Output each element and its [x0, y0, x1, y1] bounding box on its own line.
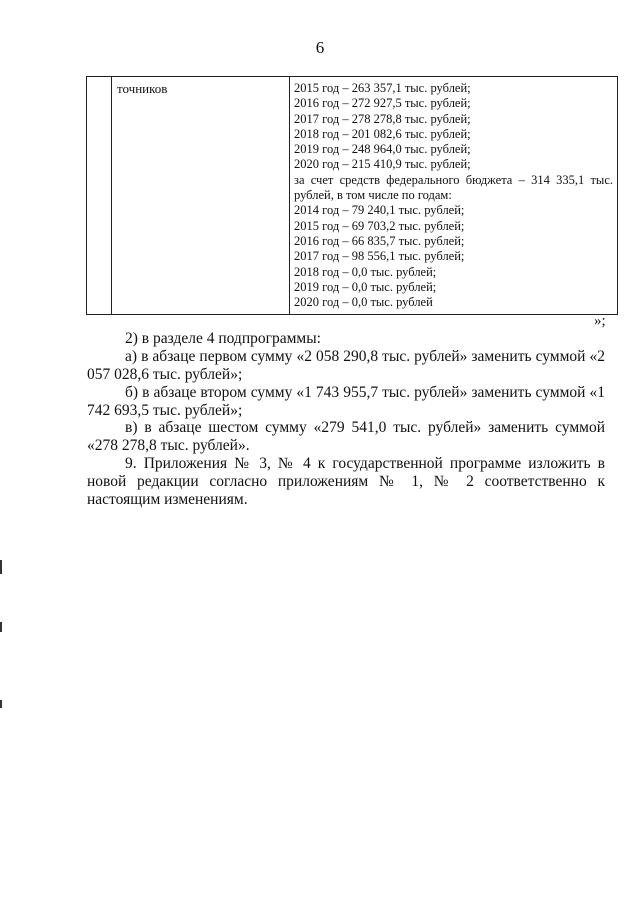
financing-line: 2015 год – 263 357,1 тыс. рублей; — [294, 81, 471, 95]
financing-line: 2018 год – 0,0 тыс. рублей; — [294, 264, 437, 279]
federal-budget-line: за счет средств федерального бюджета – 314 335,1 тыс. рублей, в том числе по годам: — [294, 172, 613, 203]
financing-line: 2017 год – 278 278,8 тыс. рублей; — [294, 111, 471, 126]
financing-line: 2019 год – 248 964,0 тыс. рублей; — [294, 142, 471, 157]
table-row — [87, 77, 618, 315]
paragraph-b: б) в абзаце втором сумму «1 743 955,7 тыс. рублей» заменить суммой «1 742 693,5 тыс. рублей»; — [87, 384, 605, 419]
financing-line: 2020 год – 215 410,9 тыс. рублей; — [294, 157, 471, 172]
financing-line: 2018 год – 201 082,6 тыс. рублей; — [294, 126, 471, 141]
financing-line: 2016 год – 272 927,5 тыс. рублей; — [294, 96, 471, 111]
closing-quote: »; — [594, 313, 606, 329]
page-number: 6 — [315, 38, 325, 57]
financing-line: 2019 год – 0,0 тыс. рублей; — [294, 279, 437, 294]
paragraph-a: а) в абзаце первом сумму «2 058 290,8 тыс. рублей» заменить суммой «2 057 028,6 тыс. рублей»; — [87, 348, 605, 383]
scan-edge-mark — [0, 700, 2, 708]
table-cell-label: точников — [112, 77, 290, 315]
financing-line: 2016 год – 66 835,7 тыс. рублей; — [294, 233, 465, 248]
financing-table — [86, 76, 618, 315]
paragraph-c: в) в абзаце шестом сумму «279 541,0 тыс. рублей» заменить суммой «278 278,8 тыс. рублей». — [87, 419, 605, 454]
financing-line: 2014 год – 79 240,1 тыс. рублей; — [294, 203, 465, 218]
paragraph-9: 9. Приложения № 3, № 4 к государственной программе изложить в новой редакции согласно приложениям № 1, № 2 соответственно к настоящим изменениям. — [87, 455, 605, 508]
financing-line: 2017 год – 98 556,1 тыс. рублей; — [294, 249, 465, 264]
scan-edge-mark — [0, 622, 2, 632]
financing-line: 2020 год – 0,0 тыс. рублей — [294, 295, 433, 310]
financing-line: 2015 год – 69 703,2 тыс. рублей; — [294, 218, 465, 233]
table-cell-financing — [290, 77, 618, 315]
table-cell-empty — [87, 77, 112, 315]
paragraph-section-4: 2) в разделе 4 подпрограммы: — [125, 330, 321, 347]
scan-edge-mark — [0, 560, 2, 574]
